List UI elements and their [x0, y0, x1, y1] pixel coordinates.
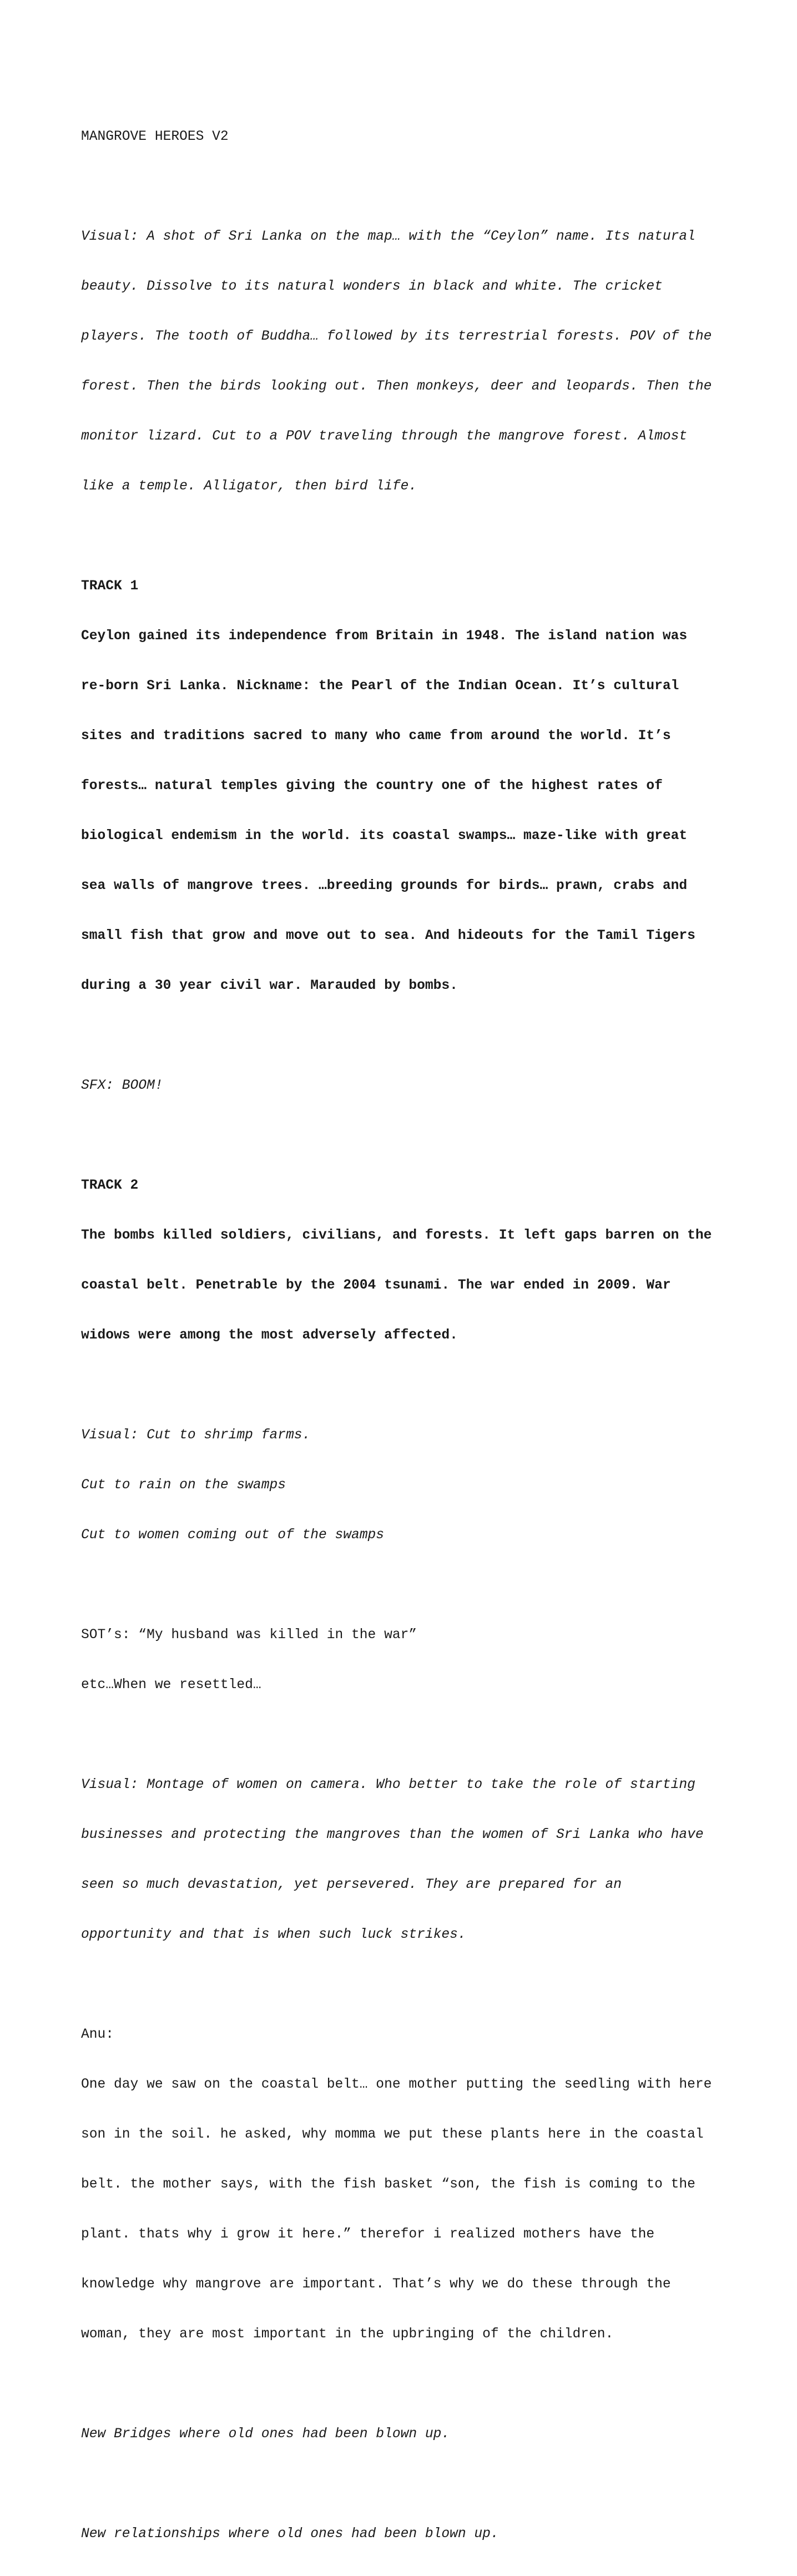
new-bridges-line: New Bridges where old ones had been blown up.: [81, 2427, 450, 2442]
anu-quote-line: woman, they are most important in the upbringing of the children.: [81, 2327, 614, 2342]
visual-intro-line: forest. Then the birds looking out. Then monkeys, deer and leopards. Then the: [81, 379, 712, 394]
visual-intro-line: beauty. Dissolve to its natural wonders in black and white. The cricket: [81, 279, 663, 294]
anu-quote-line: belt. the mother says, with the fish basket “son, the fish is coming to the: [81, 2177, 695, 2192]
visual-intro-block: [81, 195, 747, 528]
new-relationships-line: New relationships where old ones had been blown up.: [81, 2527, 499, 2542]
track-2-line: widows were among the most adversely affected.: [81, 1328, 458, 1343]
anu-quote-block: [81, 1993, 747, 2376]
visual-montage-line: businesses and protecting the mangroves than the women of Sri Lanka who have: [81, 1827, 704, 1842]
script-page: [81, 95, 747, 2576]
sfx-line: SFX: BOOM!: [81, 1078, 163, 1093]
track-1-line: re-born Sri Lanka. Nickname: the Pearl of the Indian Ocean. It’s cultural: [81, 679, 679, 694]
track-2-block: [81, 1144, 747, 1377]
anu-speaker-label: Anu:: [81, 2027, 114, 2042]
anu-quote-line: son in the soil. he asked, why momma we put these plants here in the coastal: [81, 2127, 704, 2142]
track-1-line: forests… natural temples giving the country one of the highest rates of: [81, 779, 663, 794]
sot-line: etc…When we resettled…: [81, 1678, 261, 1693]
track-2-heading: TRACK 2: [81, 1178, 139, 1193]
track-2-line: coastal belt. Penetrable by the 2004 tsunami. The war ended in 2009. War: [81, 1278, 671, 1293]
visual-intro-line: players. The tooth of Buddha… followed by its terrestrial forests. POV of the: [81, 329, 712, 344]
anu-quote-line: plant. thats why i grow it here.” therefor i realized mothers have the: [81, 2227, 655, 2242]
visual-shrimp-block: [81, 1394, 747, 1577]
visual-montage-line: opportunity and that is when such luck strikes.: [81, 1927, 466, 1942]
visual-shrimp-line: Visual: Cut to shrimp farms.: [81, 1428, 311, 1443]
track-2-line: The bombs killed soldiers, civilians, and forests. It left gaps barren on the: [81, 1228, 712, 1243]
sfx-block: [81, 1044, 747, 1128]
track-1-block: [81, 545, 747, 1028]
visual-intro-line: Visual: A shot of Sri Lanka on the map… with the “Ceylon” name. Its natural: [81, 229, 695, 244]
new-relationships-block: [81, 2493, 747, 2576]
visual-montage-line: seen so much devastation, yet persevered. They are prepared for an: [81, 1877, 622, 1892]
sot-block: [81, 1594, 747, 1727]
track-1-line: biological endemism in the world. its coastal swamps… maze-like with great: [81, 829, 688, 843]
track-1-line: sea walls of mangrove trees. …breeding grounds for birds… prawn, crabs and: [81, 878, 688, 893]
visual-shrimp-line: Cut to women coming out of the swamps: [81, 1528, 385, 1543]
track-1-heading: TRACK 1: [81, 579, 139, 594]
track-1-line: small fish that grow and move out to sea. And hideouts for the Tamil Tigers: [81, 928, 695, 943]
visual-montage-line: Visual: Montage of women on camera. Who better to take the role of starting: [81, 1777, 695, 1792]
new-bridges-block: [81, 2393, 747, 2476]
track-1-line: Ceylon gained its independence from Britain in 1948. The island nation was: [81, 629, 688, 644]
anu-quote-line: knowledge why mangrove are important. That’s why we do these through the: [81, 2277, 671, 2292]
track-1-line: during a 30 year civil war. Marauded by bombs.: [81, 978, 458, 993]
track-1-line: sites and traditions sacred to many who came from around the world. It’s: [81, 729, 671, 744]
anu-quote-line: One day we saw on the coastal belt… one mother putting the seedling with here: [81, 2077, 712, 2092]
visual-intro-line: monitor lizard. Cut to a POV traveling through the mangrove forest. Almost: [81, 429, 688, 444]
visual-intro-line: like a temple. Alligator, then bird life.: [81, 479, 417, 494]
document-title-block: [81, 95, 747, 179]
sot-line: SOT’s: “My husband was killed in the war”: [81, 1628, 417, 1643]
document-title: MANGROVE HEROES V2: [81, 129, 229, 144]
visual-shrimp-line: Cut to rain on the swamps: [81, 1478, 286, 1493]
visual-montage-block: [81, 1744, 747, 1977]
